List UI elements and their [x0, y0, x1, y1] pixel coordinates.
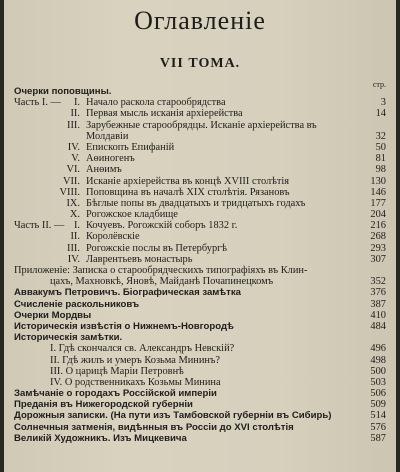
toc-entry [14, 366, 386, 377]
toc-page-number: 14 [375, 108, 386, 120]
table-of-contents [14, 86, 386, 444]
toc-entry [14, 142, 386, 153]
toc-entry [14, 343, 386, 354]
book-page [4, 0, 396, 472]
toc-entry [14, 388, 386, 399]
toc-entry [14, 287, 386, 298]
toc-chapter-number: IV. [67, 253, 80, 265]
toc-chapter-title: Исканіе архіерейства въ концѣ XVIII столѣтія [86, 175, 290, 187]
toc-entry [14, 422, 386, 433]
toc-entry [14, 176, 386, 187]
toc-entry [14, 433, 386, 444]
toc-page-number: 509 [370, 399, 386, 411]
toc-page-number: 32 [375, 130, 386, 142]
toc-entry [14, 276, 386, 287]
toc-chapter-title: Зарубежные старообрядцы. Исканіе архіерейства въ [86, 119, 317, 131]
toc-chapter-title: Королёвскіе [86, 231, 140, 243]
toc-chapter-number: VII. [62, 175, 80, 187]
toc-entry [14, 131, 386, 142]
toc-page-number: 498 [370, 354, 386, 366]
toc-entry [14, 332, 386, 343]
toc-entry [14, 254, 386, 265]
toc-chapter-title: Бѣглые попы въ двадцатыхъ и тридцатыхъ годахъ [86, 197, 306, 209]
toc-entry-text: Великій Художникъ. Изъ Мицкевича [14, 432, 187, 444]
toc-chapter-number: II. [70, 108, 80, 120]
toc-entry-text: Аввакумъ Петровичъ. Біографическая замѣтка [14, 287, 241, 299]
toc-page-number: 307 [370, 253, 386, 265]
toc-chapter-title: Аѳиногенъ [86, 153, 135, 165]
toc-page-number: 352 [370, 276, 386, 288]
toc-page-number: 576 [370, 421, 386, 433]
toc-part-label: Часть II. — [14, 220, 65, 232]
toc-entry [14, 198, 386, 209]
toc-chapter-number: IX. [66, 197, 80, 209]
toc-entry [14, 108, 386, 119]
toc-chapter-title: Начало раскола старообрядства [86, 97, 226, 109]
toc-entry [14, 97, 386, 108]
toc-page-number: 376 [370, 287, 386, 299]
toc-page-number: 387 [370, 298, 386, 310]
toc-entry [14, 153, 386, 164]
toc-entry-text: Замѣчаніе о городахъ Россійской имперіи [14, 388, 217, 400]
toc-page-number: 503 [370, 376, 386, 388]
toc-chapter-number: II. [70, 231, 80, 243]
toc-entry-text: Приложеніе: Записка о старообрядческихъ типографіяхъ въ Клин- [14, 265, 308, 276]
toc-page-number: 500 [370, 365, 386, 377]
toc-entry-text: Дорожныя записки. (На пути изъ Тамбовской губерніи въ Сибирь) [14, 410, 332, 422]
toc-entry [14, 355, 386, 366]
toc-entry [14, 243, 386, 254]
toc-chapter-title: Кочуевъ. Рогожскій соборъ 1832 г. [86, 220, 238, 232]
toc-entry [14, 164, 386, 175]
page-column-header: стр. [372, 80, 386, 89]
toc-page-number: 293 [370, 242, 386, 254]
toc-chapter-number: X. [69, 209, 80, 221]
toc-entry [14, 310, 386, 321]
toc-chapter-number: III. [67, 242, 80, 254]
toc-page-number: 98 [375, 164, 386, 176]
toc-chapter-title: Епископъ Епифаній [86, 141, 175, 153]
toc-entry-text: Историческія замѣтки. [14, 332, 123, 344]
toc-entry [14, 220, 386, 231]
toc-entry-text: цахъ, Махновкѣ, Яновѣ, Майданѣ Почапинецкомъ [50, 276, 274, 288]
toc-chapter-title: Поповщина въ началѣ XIX столѣтія. Рязановъ [86, 186, 290, 198]
toc-entry-text: Преданія въ Нижегородской губерніи [14, 399, 193, 411]
toc-chapter-title: Анѳимъ [86, 164, 122, 176]
toc-part-label: Часть I. — [14, 97, 61, 109]
volume-subtitle: VII ТОМА. [159, 56, 241, 71]
toc-entry [14, 399, 386, 410]
toc-page-number: 177 [370, 197, 386, 209]
toc-page-number: 50 [375, 141, 386, 153]
toc-entry-text: Очерки Мордвы [14, 309, 92, 321]
toc-entry-text: IV. О родственникахъ Козьмы Минина [50, 376, 221, 388]
toc-page-number: 587 [370, 432, 386, 444]
toc-entry [14, 120, 386, 131]
toc-entry [14, 86, 386, 97]
toc-page-number: 514 [370, 410, 386, 422]
toc-chapter-number: VI. [66, 164, 80, 176]
toc-entry-text: II. Гдѣ жилъ и умеръ Козьма Мининъ? [50, 354, 220, 366]
toc-page-number: 506 [370, 388, 386, 400]
toc-page-number: 81 [375, 153, 386, 165]
toc-page-number: 268 [370, 231, 386, 243]
toc-entry-text: Счисленіе раскольниковъ [14, 298, 140, 310]
toc-entry-text: Солнечныя затменія, видѣнныя въ Россіи до XVI столѣтія [14, 421, 294, 433]
toc-chapter-number: III. [67, 119, 80, 131]
toc-entry [14, 377, 386, 388]
toc-page-number: 146 [370, 186, 386, 198]
toc-chapter-title: Первая мысль исканія архіерейства [86, 108, 243, 120]
toc-entry [14, 187, 386, 198]
toc-entry [14, 299, 386, 310]
toc-chapter-number: I. [73, 97, 80, 109]
toc-page-number: 204 [370, 209, 386, 221]
toc-page-number: 484 [370, 320, 386, 332]
toc-chapter-title: Лаврентьевъ монастырь [86, 253, 193, 265]
toc-entry [14, 231, 386, 242]
toc-page-number: 410 [370, 309, 386, 321]
toc-entry-text: III. О царицѣ Маріи Петровнѣ [50, 365, 184, 377]
toc-chapter-number: I. [73, 220, 80, 232]
toc-entry [14, 265, 386, 276]
toc-entry [14, 321, 386, 332]
toc-chapter-number: V. [71, 153, 80, 165]
toc-chapter-number: VIII. [59, 186, 80, 198]
toc-page-number: 496 [370, 343, 386, 355]
toc-entry [14, 209, 386, 220]
toc-page-number: 216 [370, 220, 386, 232]
toc-entry-continuation: Молдавіи [86, 130, 129, 142]
toc-page-number: 3 [380, 97, 386, 109]
toc-entry-text: Историческія извѣстія о Нижнемъ-Новгородѣ [14, 320, 234, 332]
toc-chapter-title: Рогожское кладбище [86, 209, 178, 221]
toc-section-heading: Очерки поповщины. [14, 86, 112, 97]
toc-entry-text: I. Гдѣ скончался св. Александръ Невскій? [50, 343, 235, 355]
toc-page-number: 130 [370, 175, 386, 187]
toc-chapter-number: IV. [67, 141, 80, 153]
toc-chapter-title: Рогожскіе послы въ Петербургѣ [86, 242, 228, 254]
toc-entry [14, 410, 386, 421]
page-title: Оглавленіе [134, 6, 266, 35]
